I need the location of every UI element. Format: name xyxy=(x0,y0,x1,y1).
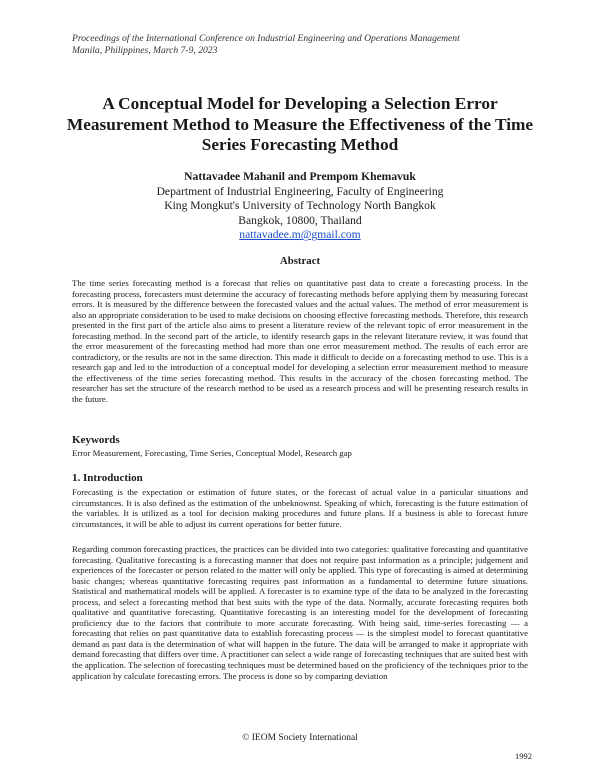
author-email-link[interactable]: nattavadee.m@gmail.com xyxy=(239,228,361,242)
abstract-heading: Abstract xyxy=(279,255,321,267)
conference-location: Manila, Philippines, March 7-9, 2023 xyxy=(72,45,218,56)
page-number: 1992 xyxy=(515,751,532,761)
keywords-text: Error Measurement, Forecasting, Time Series, Conceptual Model, Research gap xyxy=(72,448,352,458)
author-names: Nattavadee Mahanil and Prempom Khemavuk xyxy=(184,170,416,183)
introduction-paragraph-1: Forecasting is the expectation or estimation of future states, or the forecast of actual value in a particular situations and circumstances. It is also defined as the estimation of the unbeknownst. Speaking of which, forecasting is the future estimation of the variables. It is utilized as a tool for decision making procedures and future plans. If a business is able to forecast future circumstances, it will be able to adjust its current operations for better future. xyxy=(72,487,528,529)
introduction-heading: 1. Introduction xyxy=(72,472,143,484)
footer-copyright: © IEOM Society International xyxy=(242,733,358,743)
author-city: Bangkok, 10800, Thailand xyxy=(238,213,362,227)
abstract-text: The time series forecasting method is a forecast that relies on quantitative past data to create a forecasting process. In the forecasting process, forecasters must determine the accuracy of forecasting methods before applying them by measuring forecast errors. It is measured by the difference between the forecasted values and the actual values. The method of error measurement is also an appropriate consideration to be used to make decisions on choosing effective forecasting methods. Therefore, this research presented in the first part of the article also aims to present a literature review of the relevant topic of error measurement in the forecasting method. In the second part of the article, to identify research gaps in the relevant literature review, it was found that the error measurement of the forecasting method had more than one error measurement method. The results of each error are contradictory, or the results are not in the same direction. This made it difficult to decide on a forecasting method to use. This is a research gap and led to the introduction of a conceptual model for developing a selection error measurement method to measure the effectiveness of the time series forecasting method. This results in the accuracy of the chosen forecasting method. The researcher has set the structure of the research method to be used as a research process and will be presenting research results in the future. xyxy=(72,278,528,405)
author-department: Department of Industrial Engineering, Faculty of Engineering xyxy=(156,184,444,198)
keywords-heading: Keywords xyxy=(72,434,120,446)
author-university: King Mongkut's University of Technology North Bangkok xyxy=(164,199,436,213)
author-block xyxy=(60,170,540,243)
introduction-paragraph-2: Regarding common forecasting practices, the practices can be divided into two categories: qualitative forecasting and quantitative forecasting. Qualitative forecasting is a forecasting manner that does not require past information as a principle; judgement and experiences of the forecaster or person related to the matter will only be applied. This type of forecasting is aimed at determining basic changes; whereas quantitative forecasting requires past information as a fundamental to determine future situations. Statistical and mathematical models will be applied. A forecaster is to examine type of the data to be analyzed in the forecasting process, and select a forecasting method that best suits with the type of the data. Normally, accurate forecasting requires both qualitative and quantitative forecasting. Quantitative forecasting is an interesting model for the development of forecasting proficiency due to the factors that contribute to more accurate forecasting. With being said, time-series forecasting — a forecasting that relies on past quantitative data to establish forecasting process — is the simplest model to forecast quantitative demand as past data is the determination of what will happen in the future. The data will be arranged to make it appropriate with demand forecasting that differs over time. A practitioner can select a wide range of forecasting techniques that are suited best with the application. The selection of forecasting techniques must be determined based on the proficiency of the techniques prior to the application by calculate forecasting errors. The process is done so by comparing deviation xyxy=(72,544,528,681)
paper-title: A Conceptual Model for Developing a Selection Error Measurement Method to Measure the Effectiveness of the Time Series Forecasting Method xyxy=(66,94,534,154)
conference-name: Proceedings of the International Conference on Industrial Engineering and Operations Management xyxy=(72,33,460,44)
conference-header xyxy=(72,33,460,57)
